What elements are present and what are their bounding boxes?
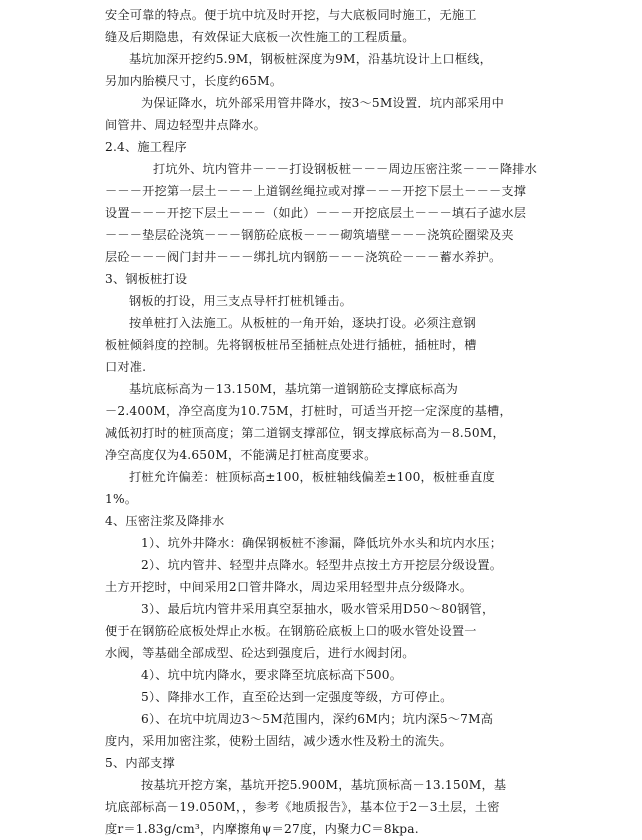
text-line: 按基坑开挖方案，基坑开挖5.900M，基坑顶标高－13.150M，基: [141, 778, 507, 792]
text-line: 5）、降排水工作，直至砼达到一定强度等级，方可停止。: [141, 690, 453, 704]
document-page: [105, 4, 557, 840]
text-line: 水阀，等基础全部成型、砼达到强度后，进行水阀封闭。: [105, 646, 415, 660]
text-line: 便于在钢筋砼底板处焊止水板。在钢筋砼底板上口的吸水管处设置一: [105, 624, 477, 638]
text-line: 钢板的打设，用三支点导杆打桩机锤击。: [129, 294, 352, 308]
section-heading: 4、压密注浆及降排水: [105, 514, 225, 528]
text-line: 2）、坑内管井、轻型井点降水。轻型井点按土方开挖层分级设置。: [141, 558, 503, 572]
section-heading: 2.4、施工程序: [105, 140, 187, 154]
text-line: 板桩倾斜度的控制。先将钢板桩吊至插桩点处进行插桩，插桩时，槽: [105, 338, 477, 352]
text-line: 净空高度仅为4.650M，不能满足打桩高度要求。: [105, 448, 377, 462]
text-line: －－－垫层砼浇筑－－－钢筋砼底板－－－砌筑墙壁－－－浇筑砼圈梁及夹: [105, 228, 514, 242]
text-line: 土方开挖时，中间采用2口管井降水，周边采用轻型井点分级降水。: [105, 580, 473, 594]
text-line: 间管井、周边轻型井点降水。: [105, 118, 267, 132]
text-line: 层砼－－－阀门封井－－－绑扎坑内钢筋－－－浇筑砼－－－蓄水养护。: [105, 250, 502, 264]
text-line: －－－开挖第一层土－－－上道钢丝绳拉或对撑－－－开挖下层土－－－支撑: [105, 184, 527, 198]
section-heading: 5、内部支撑: [105, 756, 175, 770]
text-line: 口对准.: [105, 360, 147, 374]
text-line: 减低初打时的桩顶高度；第二道钢支撑部位，钢支撑底标高为－8.50M，: [105, 426, 505, 440]
text-line: 1%。: [105, 492, 138, 506]
section-heading: 3、钢板桩打设: [105, 272, 188, 286]
text-line: 4）、坑中坑内降水，要求降至坑底标高下500。: [141, 668, 403, 682]
text-line: 1）、坑外井降水：确保钢板桩不渗漏，降低坑外水头和坑内水压；: [141, 536, 503, 550]
text-line: 缝及后期隐患，有效保证大底板一次性施工的工程质量。: [105, 30, 415, 44]
text-line: 度r＝1.83g/cm³，内摩擦角ψ＝27度，内聚力C＝8kpa.: [105, 822, 419, 836]
text-line: 按单桩打入法施工。从板桩的一角开始，逐块打设。必须注意钢: [129, 316, 476, 330]
text-line: 3）、最后坑内管井采用真空泵抽水，吸水管采用D50～80钢管，: [141, 602, 495, 616]
text-line: 打桩允许偏差：桩顶标高±100，板桩轴线偏差±100，板桩垂直度: [129, 470, 495, 484]
text-line: 6）、在坑中坑周边3～5M范围内，深约6M内；坑内深5～7M高: [141, 712, 494, 726]
text-line: 基坑加深开挖约5.9M，钢板桩深度为9M，沿基坑设计上口框线，: [129, 52, 492, 66]
text-line: 打坑外、坑内管井－－－打设钢板桩－－－周边压密注浆－－－降排水: [153, 162, 538, 176]
text-line: 安全可靠的特点。便于坑中坑及时开挖，与大底板同时施工，无施工: [105, 8, 477, 22]
text-line: 基坑底标高为－13.150M，基坑第一道钢筋砼支撑底标高为: [129, 382, 459, 396]
text-line: 为保证降水，坑外部采用管井降水，按3～5M设置．坑内部采用中: [141, 96, 505, 110]
text-line: 度内，采用加密注浆，使粉土固结，减少透水性及粉土的流失。: [105, 734, 452, 748]
text-line: 设置－－－开挖下层土－－－（如此）－－－开挖底层土－－－填石子滤水层: [105, 206, 527, 220]
text-line: 另加内胎模尺寸，长度约65M。: [105, 74, 283, 88]
text-line: －2.400M，净空高度为10.75M，打桩时，可适当开挖一定深度的基槽，: [105, 404, 512, 418]
text-line: 坑底部标高－19.050M，，参考《地质报告》，基本位于2－3土层，土密: [105, 800, 500, 814]
